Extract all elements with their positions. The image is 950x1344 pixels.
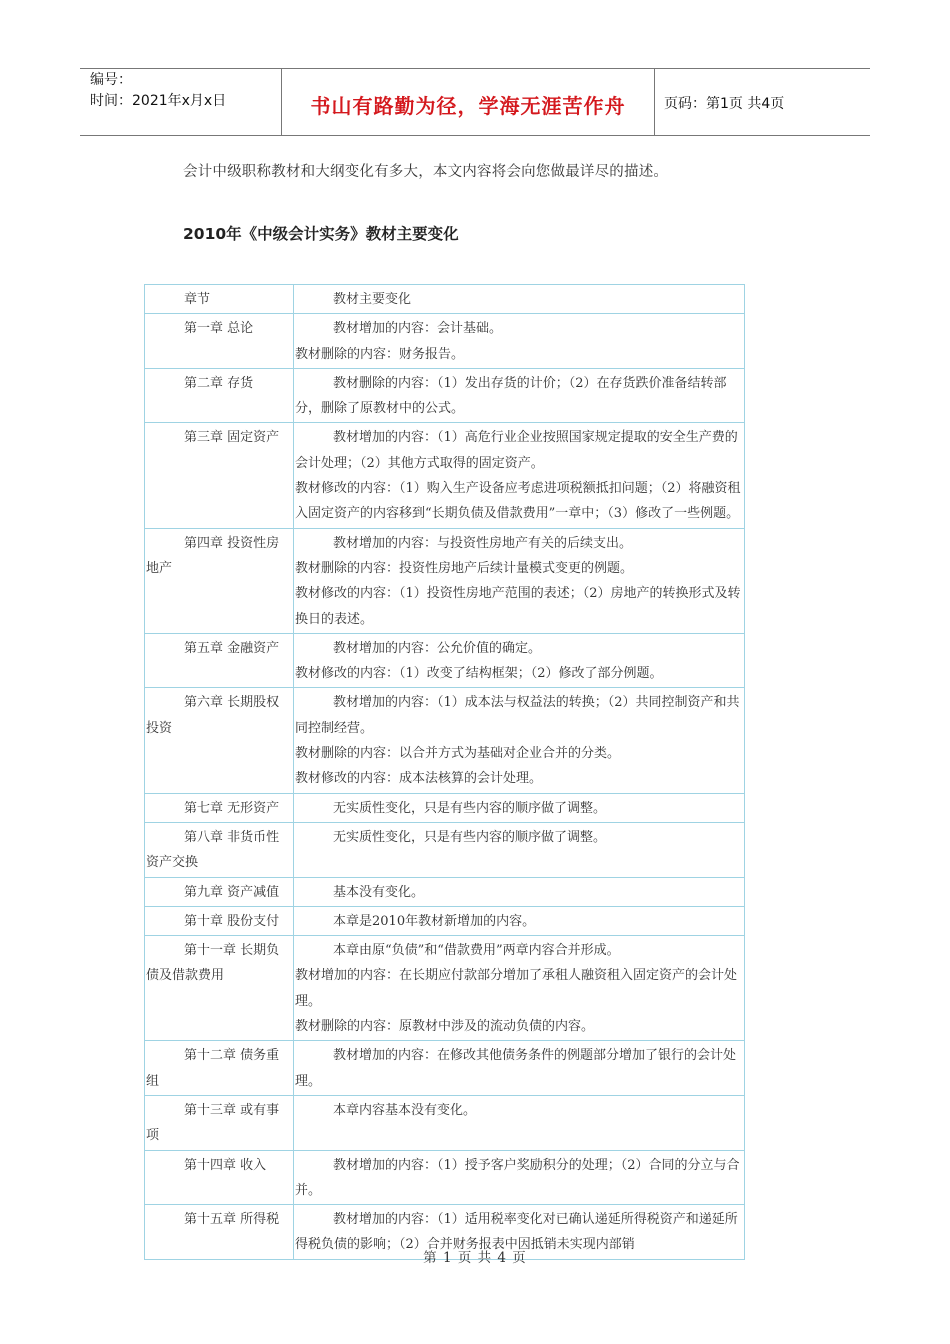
- change-paragraph: 本章是2010年教材新增加的内容。: [333, 913, 536, 929]
- changes-cell: [294, 633, 745, 688]
- changes-cell: [294, 1095, 745, 1150]
- chapter-name: 第十四章 收入: [184, 1157, 267, 1173]
- change-paragraph: 教材增加的内容：会计基础。: [333, 321, 503, 337]
- change-paragraph: 教材增加的内容：（1）高危行业企业按照国家规定提取的安全生产费的会计处理；（2）其他方式取得的固定资产。: [295, 430, 738, 471]
- header-page-label: 页码：第1页 共4页: [664, 96, 785, 112]
- chapter-cell: [145, 877, 294, 906]
- change-paragraph: 基本没有变化。: [333, 884, 425, 900]
- chapter-cell: [145, 906, 294, 935]
- change-paragraph: 教材修改的内容：（1）改变了结构框架；（2）修改了部分例题。: [295, 666, 663, 682]
- changes-cell: [294, 314, 745, 369]
- table-row: [145, 906, 745, 935]
- changes-cell: [294, 1150, 745, 1205]
- table-row: [145, 1041, 745, 1096]
- table-row: [145, 822, 745, 877]
- chapter-name: 第十二章 债务重组: [146, 1048, 280, 1089]
- chapter-name: 第三章 固定资产: [184, 430, 280, 446]
- change-paragraph: 教材增加的内容：在长期应付款部分增加了承租人融资租入固定资产的会计处理。: [295, 968, 738, 1009]
- chapter-cell: [145, 633, 294, 688]
- header-cell: [145, 285, 294, 314]
- chapter-cell: [145, 1095, 294, 1150]
- changes-cell: [294, 368, 745, 423]
- change-paragraph: 教材增加的内容：与投资性房地产有关的后续支出。: [333, 535, 633, 551]
- chapter-cell: [145, 1150, 294, 1205]
- chapter-name: 第七章 无形资产: [184, 800, 280, 816]
- chapter-cell: [145, 528, 294, 633]
- change-paragraph: 教材删除的内容：原教材中涉及的流动负债的内容。: [295, 1019, 595, 1035]
- change-paragraph: 教材增加的内容：（1）成本法与权益法的转换；（2）共同控制资产和共同控制经营。: [295, 695, 740, 736]
- header-divider: [654, 68, 655, 136]
- change-paragraph: 教材增加的内容：在修改其他债务条件的例题部分增加了银行的会计处理。: [295, 1048, 737, 1089]
- table-header-row: [145, 285, 745, 314]
- chapter-cell: [145, 368, 294, 423]
- change-paragraph: 无实质性变化，只是有些内容的顺序做了调整。: [333, 800, 607, 816]
- table-row: [145, 528, 745, 633]
- chapter-name: 第十五章 所得税: [184, 1212, 280, 1228]
- change-paragraph: 无实质性变化，只是有些内容的顺序做了调整。: [333, 829, 607, 845]
- table-row: [145, 1150, 745, 1205]
- document-time-label: 时间：2021年x月x日: [90, 93, 227, 109]
- header-motto: 书山有路勤为径，学海无涯苦作舟: [310, 94, 626, 118]
- chapter-name: 第十章 股份支付: [184, 913, 280, 929]
- table-row: [145, 1095, 745, 1150]
- page-footer: 第 1 页 共 4 页: [423, 1250, 527, 1266]
- chapter-cell: [145, 822, 294, 877]
- changes-cell: [294, 688, 745, 793]
- changes-cell: [294, 1041, 745, 1096]
- changes-cell: [294, 877, 745, 906]
- changes-cell: [294, 793, 745, 822]
- chapter-cell: [145, 793, 294, 822]
- header-top-rule: [80, 68, 870, 69]
- changes-table: [144, 284, 745, 1260]
- chapter-cell: [145, 1041, 294, 1096]
- changes-table-body: [145, 285, 745, 1260]
- chapter-cell: [145, 688, 294, 793]
- chapter-cell: [145, 423, 294, 528]
- chapter-name: 第八章 非货币性资产交换: [146, 829, 280, 871]
- change-paragraph: 教材增加的内容：公允价值的确定。: [333, 640, 542, 656]
- header-meta: [90, 70, 226, 112]
- change-paragraph: 教材删除的内容：以合并方式为基础对企业合并的分类。: [295, 746, 621, 762]
- header-cell: [294, 285, 745, 314]
- chapter-name: 第十三章 或有事项: [146, 1102, 280, 1144]
- chapter-name: 第一章 总论: [184, 321, 254, 337]
- change-paragraph: 教材修改的内容：成本法核算的会计处理。: [295, 771, 543, 787]
- change-paragraph: 教材修改的内容：（1）购入生产设备应考虑进项税额抵扣问题；（2）将融资租入固定资产的内容移到“长期负债及借款费用”一章中；（3）修改了一些例题。: [295, 481, 741, 522]
- table-row: [145, 314, 745, 369]
- change-paragraph: 教材删除的内容：财务报告。: [295, 346, 465, 362]
- table-row: [145, 936, 745, 1041]
- table-row: [145, 688, 745, 793]
- change-paragraph: 本章由原“负债”和“借款费用”两章内容合并形成。: [333, 943, 620, 959]
- change-paragraph: 教材修改的内容：（1）投资性房地产范围的表述；（2）房地产的转换形式及转换日的表述。: [295, 586, 741, 627]
- table-row: [145, 423, 745, 528]
- chapter-name: 第五章 金融资产: [184, 640, 280, 656]
- change-paragraph: 教材增加的内容：（1）适用税率变化对已确认递延所得税资产和递延所得税负债的影响；（2）合并财务报表中因抵销未实现内部销: [295, 1212, 738, 1253]
- document-number-label: 编号：: [90, 72, 132, 88]
- change-paragraph: 教材删除的内容：（1）发出存货的计价；（2）在存货跌价准备结转部分，删除了原教材中的公式。: [295, 375, 727, 417]
- table-row: [145, 368, 745, 423]
- table-row: [145, 877, 745, 906]
- table-row: [145, 793, 745, 822]
- intro-paragraph: 会计中级职称教材和大纲变化有多大，本文内容将会向您做最详尽的描述。: [183, 164, 669, 180]
- chapter-name: 第十一章 长期负债及借款费用: [146, 943, 280, 984]
- table-row: [145, 633, 745, 688]
- chapter-name: 第四章 投资性房地产: [146, 535, 280, 576]
- header-changes: 教材主要变化: [333, 292, 412, 307]
- changes-cell: [294, 936, 745, 1041]
- chapter-name: 第六章 长期股权投资: [146, 695, 280, 736]
- change-paragraph: 本章内容基本没有变化。: [333, 1102, 477, 1118]
- changes-cell: [294, 906, 745, 935]
- section-title: 2010年《中级会计实务》教材主要变化: [183, 225, 459, 243]
- chapter-name: 第九章 资产减值: [184, 884, 280, 900]
- chapter-cell: [145, 314, 294, 369]
- header-bottom-rule: [80, 135, 870, 136]
- change-paragraph: 教材增加的内容：（1）授予客户奖励积分的处理；（2）合同的分立与合并。: [295, 1157, 740, 1198]
- changes-cell: [294, 528, 745, 633]
- changes-cell: [294, 822, 745, 877]
- chapter-name: 第二章 存货: [184, 375, 254, 391]
- header-chapter: 章节: [184, 292, 211, 307]
- changes-cell: [294, 423, 745, 528]
- change-paragraph: 教材删除的内容：投资性房地产后续计量模式变更的例题。: [295, 560, 634, 576]
- chapter-cell: [145, 936, 294, 1041]
